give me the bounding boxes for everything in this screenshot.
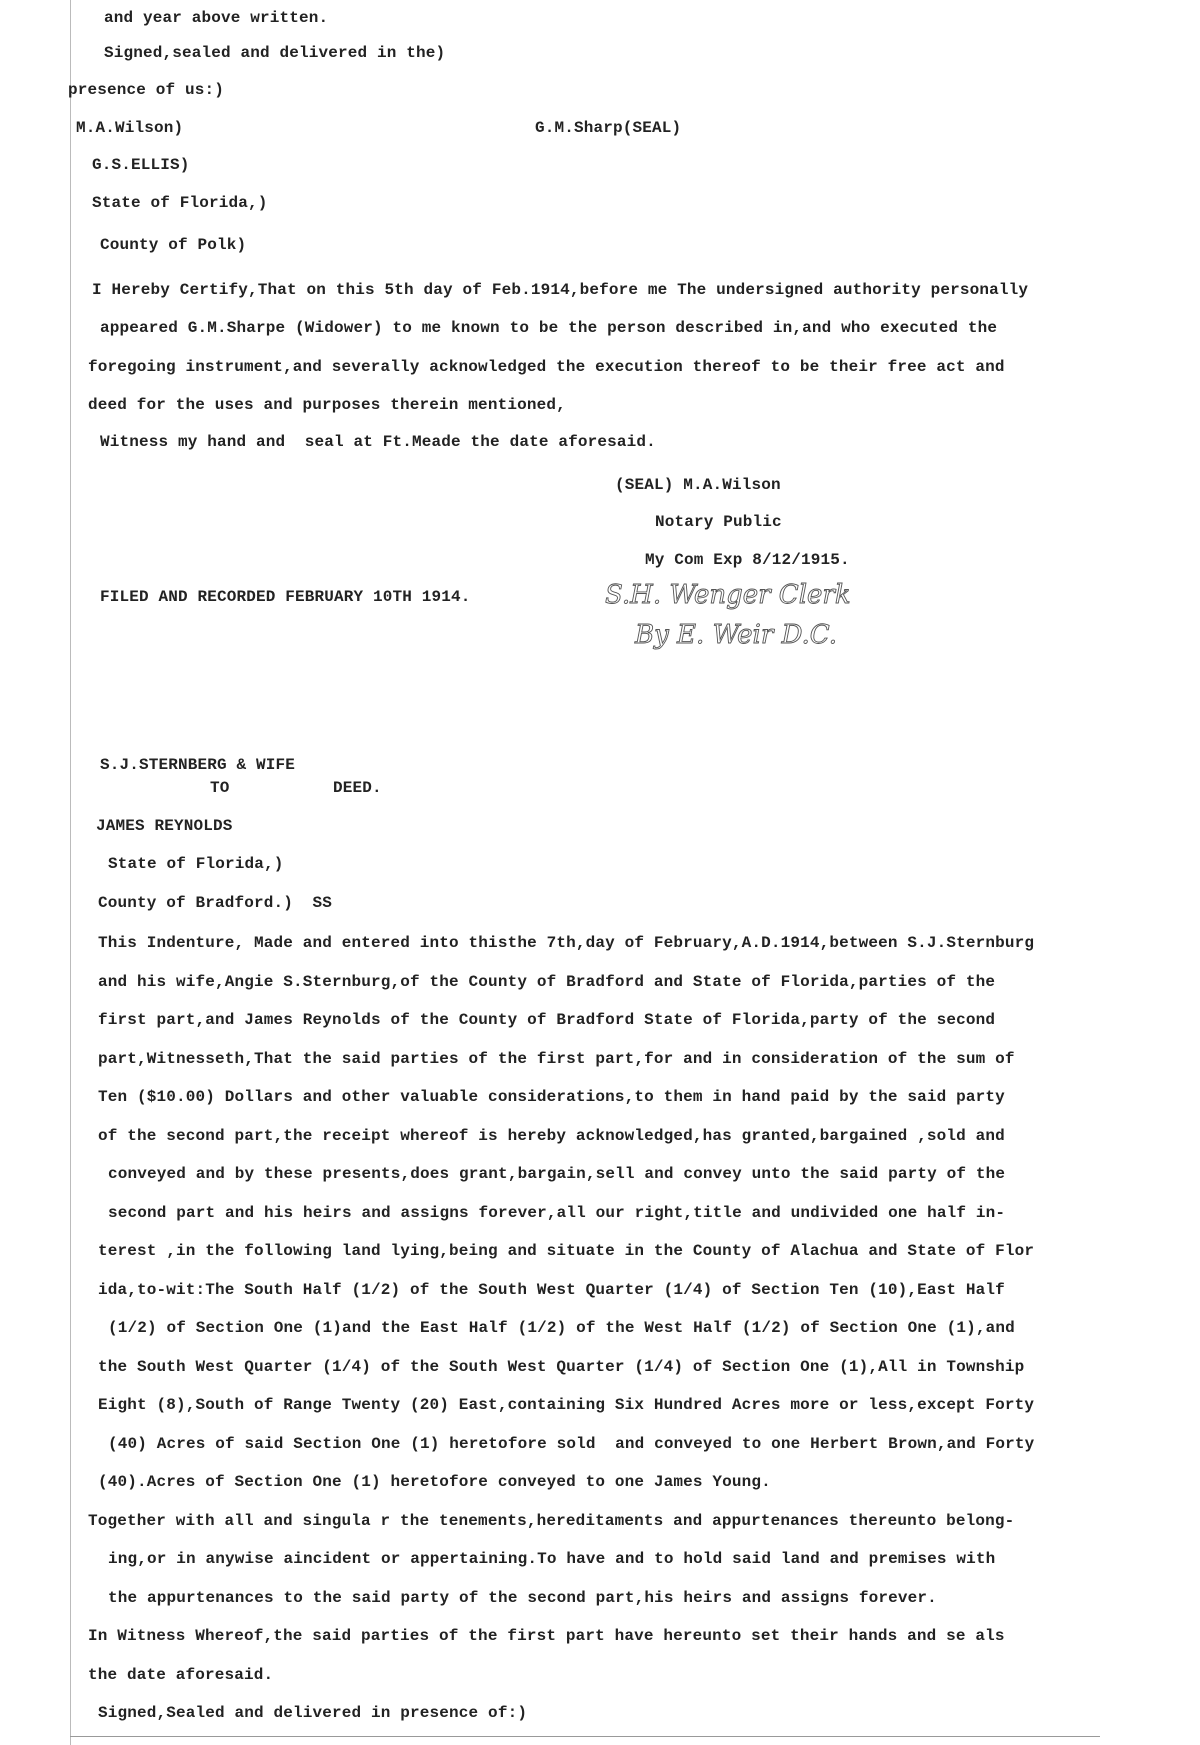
deed-text-line: second part and his heirs and assigns forever,all our right,title and undivided one half in- <box>108 1203 1006 1222</box>
deed-text-line: In Witness Whereof,the said parties of the first part have hereunto set their hands and se als <box>88 1627 1005 1645</box>
deed-text-line: the appurtenances to the said party of the second part,his heirs and assigns forever. <box>108 1588 937 1607</box>
text-line: Signed,sealed and delivered in the) <box>104 44 446 62</box>
text-line: deed for the uses and purposes therein mentioned, <box>88 396 566 414</box>
deed-text-line: the date aforesaid. <box>88 1665 274 1684</box>
deed-text-line: part,Witnesseth,That the said parties of the first part,for and in consideration of the sum of <box>98 1049 1015 1068</box>
text-line: I Hereby Certify,That on this 5th day of Feb.1914,before me The undersigned authority personally <box>92 281 1029 299</box>
deed-text-line: ing,or in anywise aincident or appertaining.To have and to hold said land and premises with <box>108 1550 996 1568</box>
grantor-signature: G.M.Sharp(SEAL) <box>535 119 682 137</box>
notary-commission: My Com Exp 8/12/1915. <box>645 551 850 569</box>
witness-name: G.S.ELLIS) <box>92 156 190 174</box>
deed-text-line: (1/2) of Section One (1)and the East Half (1/2) of the West Half (1/2) of Section One (1),and <box>108 1319 1015 1337</box>
clerk-handwritten-signature <box>605 568 905 658</box>
text-line: Witness my hand and seal at Ft.Meade the date aforesaid. <box>100 433 656 451</box>
notary-name: (SEAL) M.A.Wilson <box>615 476 781 494</box>
deed-text-line: ida,to-wit:The South Half (1/2) of the South West Quarter (1/4) of Section Ten (10),East Half <box>98 1280 1005 1299</box>
deed-text-line: first part,and James Reynolds of the County of Bradford State of Florida,party of the second <box>98 1011 996 1029</box>
deed-heading-type: DEED. <box>333 779 382 797</box>
svg-text:By E. Weir D.C.: By E. Weir D.C. <box>635 620 837 650</box>
venue-state: State of Florida,) <box>92 194 268 212</box>
text-line: presence of us:) <box>68 81 225 99</box>
deed-text-line: terest ,in the following land lying,being and situate in the County of Alachua and State of Flor <box>98 1242 1035 1260</box>
deed-heading-to: TO <box>210 779 230 797</box>
venue-county: County of Bradford.) SS <box>98 894 333 912</box>
deed-text-line: the South West Quarter (1/4) of the South West Quarter (1/4) of Section One (1),All in Township <box>98 1357 1025 1376</box>
text-line: appeared G.M.Sharpe (Widower) to me known to be the person described in,and who executed the <box>100 319 998 337</box>
deed-text-line: Eight (8),South of Range Twenty (20) East,containing Six Hundred Acres more or less,except Forty <box>98 1396 1035 1414</box>
venue-state: State of Florida,) <box>108 855 284 873</box>
svg-text:S.H. Wenger Clerk: S.H. Wenger Clerk <box>605 580 851 610</box>
deed-text-line: This Indenture, Made and entered into thisthe 7th,day of February,A.D.1914,between S.J.Sternburg <box>98 934 1035 952</box>
deed-text-line: conveyed and by these presents,does grant,bargain,sell and convey unto the said party of the <box>108 1165 1006 1183</box>
deed-text-line: and his wife,Angie S.Sternburg,of the County of Bradford and State of Florida,parties of the <box>98 972 996 991</box>
text-line: and year above written. <box>104 9 329 27</box>
venue-county: County of Polk) <box>100 236 247 254</box>
filed-recorded-note: FILED AND RECORDED FEBRUARY 10TH 1914. <box>100 588 471 606</box>
page-bottom-edge <box>70 1736 1100 1737</box>
deed-text-line: Ten ($10.00) Dollars and other valuable considerations,to them in hand paid by the said party <box>98 1088 1005 1106</box>
deed-heading-grantee: JAMES REYNOLDS <box>96 817 233 835</box>
page-margin-line <box>70 0 71 1745</box>
deed-text-line: (40).Acres of Section One (1) heretofore conveyed to one James Young. <box>98 1473 771 1491</box>
deed-text-line: Signed,Sealed and delivered in presence of:) <box>98 1704 528 1722</box>
deed-text-line: (40) Acres of said Section One (1) heretofore sold and conveyed to one Herbert Brown,and Forty <box>108 1434 1035 1453</box>
deed-text-line: Together with all and singula r the tenements,hereditaments and appurtenances thereunto belong- <box>88 1511 1015 1530</box>
text-line: foregoing instrument,and severally acknowledged the execution thereof to be their free act and <box>88 358 1005 376</box>
deed-heading-parties: S.J.STERNBERG & WIFE <box>100 756 296 774</box>
deed-text-line: of the second part,the receipt whereof is hereby acknowledged,has granted,bargained ,sold and <box>98 1126 1005 1145</box>
notary-title: Notary Public <box>655 513 782 531</box>
witness-name: M.A.Wilson) <box>76 119 184 137</box>
